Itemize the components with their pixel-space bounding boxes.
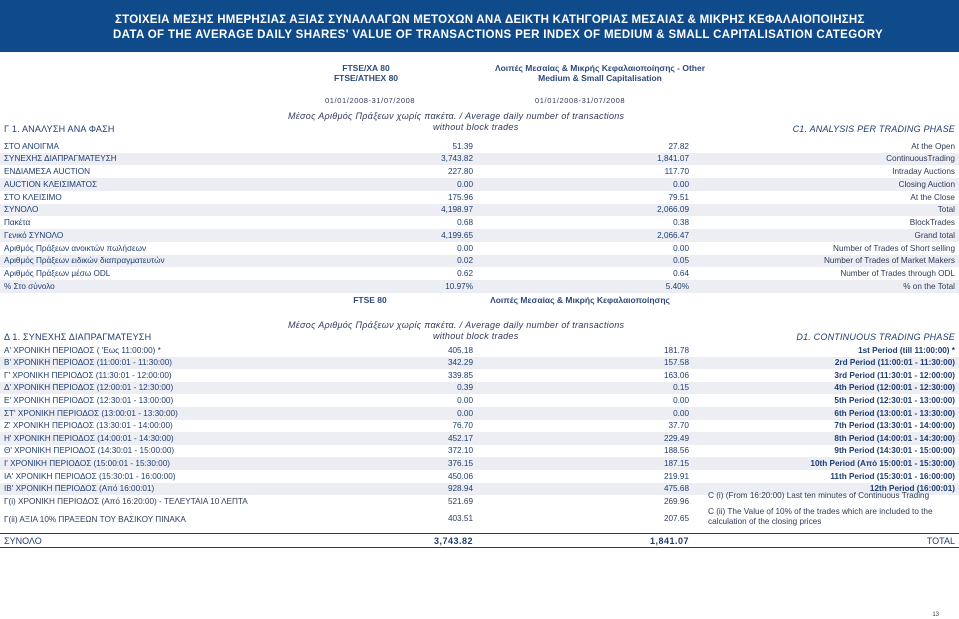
row-value-ftse80: 0.00 (457, 395, 473, 405)
row-value-other-cap: 207.65 (663, 514, 689, 523)
row-label-english: % on the Total (903, 281, 955, 291)
row-label: Γ(ii) ΑΞΙΑ 10% ΠΡΑΞΕΩΝ ΤΟΥ ΒΑΣΙΚΟΥ ΠΙΝΑΚΑ (4, 515, 186, 524)
row-value-other-cap: 157.58 (663, 358, 689, 368)
row-label: Ε' ΧΡΟΝΙΚΗ ΠΕΡΙΟΔΟΣ (12:30:01 - 13:00:00) (4, 395, 174, 405)
table-row (0, 382, 959, 395)
row-label-english: 6th Period (13:00:01 - 13:30:00) (834, 408, 955, 418)
row-value-other-cap: 0.00 (673, 243, 689, 253)
row-value-other-cap: 219.91 (663, 471, 689, 481)
row-label: Θ' ΧΡΟΝΙΚΗ ΠΕΡΙΟΔΟΣ (14:30:01 - 15:00:00) (4, 446, 175, 456)
column-header-ftse80-en: FTSE/ATHEX 80 (333, 73, 399, 83)
row-label-english: 12th Period (16:00:01) (869, 484, 955, 494)
table-row (0, 229, 959, 242)
row-label-english: ContinuousTrading (886, 154, 955, 164)
row-label: ΣΤΟ ΑΝΟΙΓΜΑ (4, 141, 59, 151)
row-value-other-cap: 0.64 (673, 269, 689, 278)
row-label: ΙΑ' ΧΡΟΝΙΚΗ ΠΕΡΙΟΔΟΣ (15:30:01 - 16:00:00) (4, 471, 176, 481)
row-label-english: At the Open (911, 141, 955, 151)
row-label-english: 2rd Period (11:00:01 - 11:30:00) (834, 358, 955, 368)
row-value-ftse80: 0.68 (457, 218, 473, 227)
row-label-english: At the Close (910, 192, 955, 202)
row-label-english: Grand total (914, 230, 955, 240)
table-row (0, 191, 959, 204)
row-value-other-cap: 37.70 (668, 421, 689, 431)
section-c-heading: Μέσος Αριθμός Πράξεων χωρίς πακέτα. / Average daily number of transactions (288, 111, 625, 121)
row-label: % Στο σύνολο (4, 281, 55, 291)
column-header-ftse80 (316, 63, 416, 83)
page-number: 13 (932, 612, 939, 618)
table-row (0, 357, 959, 370)
row-label: ΕΝΔΙΑΜΕΣΑ AUCTION (4, 167, 91, 176)
column-header-ftse80-gr: FTSE/XA 80 (342, 63, 390, 73)
table-row (0, 445, 959, 458)
table-row (0, 153, 959, 166)
column-header-other-cap-gr: Λοιπές Μεσαίας & Μικρής Κεφαλαιοποίησης - Other (494, 63, 706, 73)
row-value-ftse80: 342.29 (447, 358, 473, 368)
extra-row-ten-percent-value (0, 502, 959, 530)
table-row (0, 280, 959, 293)
row-value-ftse80: 452.17 (447, 433, 473, 443)
row-label: Α' ΧΡΟΝΙΚΗ ΠΕΡΙΟΔΟΣ ( 'Εως 11:00:00) * (4, 345, 161, 355)
row-value-other-cap: 187.15 (663, 458, 689, 468)
section-d-title-greek: Δ 1. ΣΥΝΕΧΗΣ ΔΙΑΠΡΑΓΜΑΤΕΥΣΗ (4, 332, 152, 342)
row-label: Αριθμός Πράξεων μέσω ODL (4, 269, 111, 278)
row-label: AUCTION ΚΛΕΙΣΙΜΑΤΟΣ (4, 179, 98, 189)
row-value-other-cap: 0.00 (673, 179, 689, 189)
row-value-ftse80: 175.96 (447, 192, 473, 202)
row-value-ftse80: 4,198.97 (441, 205, 473, 215)
row-label-english: Number of Trades of Short selling (833, 243, 955, 253)
row-value-other-cap: 475.68 (663, 484, 689, 494)
row-value-ftse80: 76.70 (452, 421, 473, 431)
row-label-english: 7th Period (13:30:01 - 14:00:00) (834, 421, 955, 431)
row-value-other-cap: 1,841.07 (657, 154, 689, 164)
row-label-english: Number of Trades through ODL (840, 269, 955, 278)
row-value-other-cap: 27.82 (668, 141, 689, 151)
row-value-other-cap: 188.56 (663, 446, 689, 456)
row-value-other-cap: 0.00 (673, 408, 689, 418)
row-label: Αριθμός Πράξεων ανοικτών πωλήσεων (4, 243, 147, 253)
row-label-english: C (i) (From 16:20:00) Last ten minutes of Continuous Trading (708, 491, 930, 500)
table-row (0, 457, 959, 470)
row-label-english: Number of Trades of Market Makers (823, 256, 955, 266)
period-col2: 01/01/2008-31/07/2008 (535, 96, 626, 105)
row-label-english: C (ii) The Value of 10% of the trades which are included to the (708, 507, 933, 516)
row-value-ftse80: 4,199.65 (441, 230, 473, 240)
section-c-heading-sub: without block trades (433, 122, 519, 132)
row-label: Δ' ΧΡΟΝΙΚΗ ΠΕΡΙΟΔΟΣ (12:00:01 - 12:30:00) (4, 383, 174, 393)
row-label-english: Total (937, 205, 955, 215)
row-label: ΣΤ' ΧΡΟΝΙΚΗ ΠΕΡΙΟΔΟΣ (13:00:01 - 13:30:00) (4, 408, 178, 418)
column-header-d-ftse80: FTSE 80 (353, 295, 387, 305)
row-label-english: 9th Period (14:30:01 - 15:00:00) (834, 446, 955, 456)
row-value-other-cap: 0.05 (673, 256, 689, 266)
row-value-ftse80: 339.85 (447, 370, 473, 380)
row-value-ftse80: 0.02 (457, 256, 473, 266)
row-label-english: 8th Period (14:00:01 - 14:30:00) (834, 433, 955, 443)
row-label-english: Intraday Auctions (892, 167, 955, 176)
row-value-other-cap: 0.00 (673, 395, 689, 405)
row-value-ftse80: 521.69 (447, 497, 473, 506)
row-value-ftse80: 372.10 (447, 446, 473, 456)
column-header-other-cap (470, 63, 730, 83)
table-row (0, 242, 959, 255)
row-label: Ζ' ΧΡΟΝΙΚΗ ΠΕΡΙΟΔΟΣ (13:30:01 - 14:00:00) (4, 421, 173, 431)
table-row (0, 178, 959, 191)
row-value-ftse80: 403.51 (447, 514, 473, 523)
row-label: Αριθμός Πράξεων ειδικών διαπραγματευτών (4, 256, 165, 266)
row-label: Γ' ΧΡΟΝΙΚΗ ΠΕΡΙΟΔΟΣ (11:30:01 - 12:00:00) (4, 370, 172, 380)
total-label-english: TOTAL (926, 536, 955, 546)
total-row (0, 533, 959, 548)
row-value-other-cap: 2,066.47 (657, 230, 689, 240)
row-label-english: 10th Period (Από 15:00:01 - 15:30:00) (810, 458, 955, 468)
row-value-other-cap: 117.70 (664, 167, 689, 176)
table-row (0, 407, 959, 420)
row-value-ftse80: 0.00 (457, 243, 473, 253)
section-c-title-greek: Γ 1. ΑΝΑΛΥΣΗ ΑΝΑ ΦΑΣΗ (4, 124, 115, 134)
row-label: Γενικό ΣΥΝΟΛΟ (4, 230, 64, 240)
row-label: Ι' ΧΡΟΝΙΚΗ ΠΕΡΙΟΔΟΣ (15:00:01 - 15:30:00) (4, 458, 171, 468)
row-value-ftse80: 0.39 (457, 383, 473, 393)
row-value-ftse80: 3,743.82 (441, 154, 473, 164)
row-label: ΣΥΝΕΧΗΣ ΔΙΑΠΡΑΓΜΑΤΕΥΣΗ (4, 154, 117, 164)
row-label-english: Closing Auction (898, 179, 955, 189)
row-value-other-cap: 0.38 (673, 218, 689, 227)
row-label: Η' ΧΡΟΝΙΚΗ ΠΕΡΙΟΔΟΣ (14:00:01 - 14:30:00) (4, 433, 174, 443)
row-label-english-line2: calculation of the closing prices (708, 517, 822, 526)
title-greek: ΣΤΟΙΧΕΙΑ ΜΕΣΗΣ ΗΜΕΡΗΣΙΑΣ ΑΞΙΑΣ ΣΥΝΑΛΛΑΓΩΝ ΜΕΤΟΧΩΝ ΑΝΑ ΔΕΙΚΤΗ ΚΑΤΗΓΟΡΙΑΣ ΜΕΣΑΙΑΣ & ΜΙΚΡΗΣ ΚΕΦΑΛΑΙΟΠΟΙΗΣΗΣ (115, 14, 865, 26)
table-row (0, 394, 959, 407)
row-value-ftse80: 928.94 (447, 484, 473, 494)
table-row (0, 420, 959, 433)
table-row (0, 166, 959, 179)
row-label: ΣΤΟ ΚΛΕΙΣΙΜΟ (4, 192, 62, 202)
row-label-english: BlockTrades (909, 218, 955, 227)
total-label-greek: ΣΥΝΟΛΟ (4, 536, 42, 546)
table-row (0, 255, 959, 268)
table-row (0, 217, 959, 230)
total-value-ftse80: 3,743.82 (433, 536, 473, 546)
row-value-ftse80: 51.39 (452, 141, 473, 151)
row-label: Γ(i) ΧΡΟΝΙΚΗ ΠΕΡΙΟΔΟΣ (Από 16:20:00) - ΤΕΛΕΥΤΑΙΑ 10 ΛΕΠΤΑ (4, 497, 248, 506)
section-d-heading: Μέσος Αριθμός Πράξεων χωρίς πακέτα. / Average daily number of transactions (288, 320, 625, 330)
row-value-ftse80: 376.15 (447, 458, 473, 468)
row-label-english: 5th Period (12:30:01 - 13:00:00) (834, 395, 955, 405)
row-label: Β' ΧΡΟΝΙΚΗ ΠΕΡΙΟΔΟΣ (11:00:01 - 11:30:00) (4, 358, 172, 368)
period-col1: 01/01/2008-31/07/2008 (325, 96, 416, 105)
row-label: ΣΥΝΟΛΟ (4, 205, 39, 215)
table-row (0, 344, 959, 357)
row-value-other-cap: 163.06 (663, 370, 689, 380)
row-label-english: 3rd Period (11:30:01 - 12:00:00) (834, 370, 955, 380)
row-value-ftse80: 0.00 (457, 408, 473, 418)
row-value-ftse80: 0.62 (457, 269, 473, 278)
row-value-other-cap: 269.96 (663, 497, 689, 506)
row-value-other-cap: 5.40% (665, 281, 689, 291)
table-row (0, 268, 959, 281)
row-value-ftse80: 10.97% (445, 281, 473, 291)
row-label-english: 4th Period (12:00:01 - 12:30:00) (834, 383, 955, 393)
row-label-english: 11th Period (15:30:01 - 16:00:00) (830, 471, 955, 481)
row-value-other-cap: 181.78 (663, 345, 689, 355)
total-value-other-cap: 1,841.07 (649, 536, 689, 546)
table-row (0, 470, 959, 483)
row-value-ftse80: 227.80 (447, 167, 473, 176)
title-english: DATA OF THE AVERAGE DAILY SHARES' VALUE OF TRANSACTIONS PER INDEX OF MEDIUM & SMALL CAPITALISATION CATEGORY (113, 29, 884, 41)
section-c-title-english: C1. ANALYSIS PER TRADING PHASE (792, 124, 955, 134)
table-row (0, 432, 959, 445)
section-d-heading-sub: without block trades (433, 331, 519, 341)
table-row (0, 369, 959, 382)
row-value-ftse80: 0.00 (457, 179, 473, 189)
row-value-ftse80: 450.06 (447, 471, 473, 481)
row-value-other-cap: 79.51 (668, 192, 689, 202)
row-label-english: 1st Period (till 11:00:00) * (858, 345, 955, 355)
row-label: ΙΒ' ΧΡΟΝΙΚΗ ΠΕΡΙΟΔΟΣ (Από 16:00:01) (4, 484, 155, 494)
column-header-other-cap-en: Medium & Small Capitalisation (538, 73, 662, 83)
row-label: Πακέτα (4, 218, 31, 227)
row-value-other-cap: 2,066.09 (657, 205, 689, 215)
table-row (0, 140, 959, 153)
title-banner (0, 0, 959, 52)
row-value-other-cap: 0.15 (673, 383, 689, 393)
column-header-d-other-cap: Λοιπές Μεσαίας & Μικρής Κεφαλαιοποίησης (490, 295, 670, 305)
section-d-title-english: D1. CONTINUOUS TRADING PHASE (796, 332, 955, 342)
row-value-ftse80: 405.18 (447, 345, 473, 355)
row-value-other-cap: 229.49 (663, 433, 689, 443)
table-row (0, 204, 959, 217)
